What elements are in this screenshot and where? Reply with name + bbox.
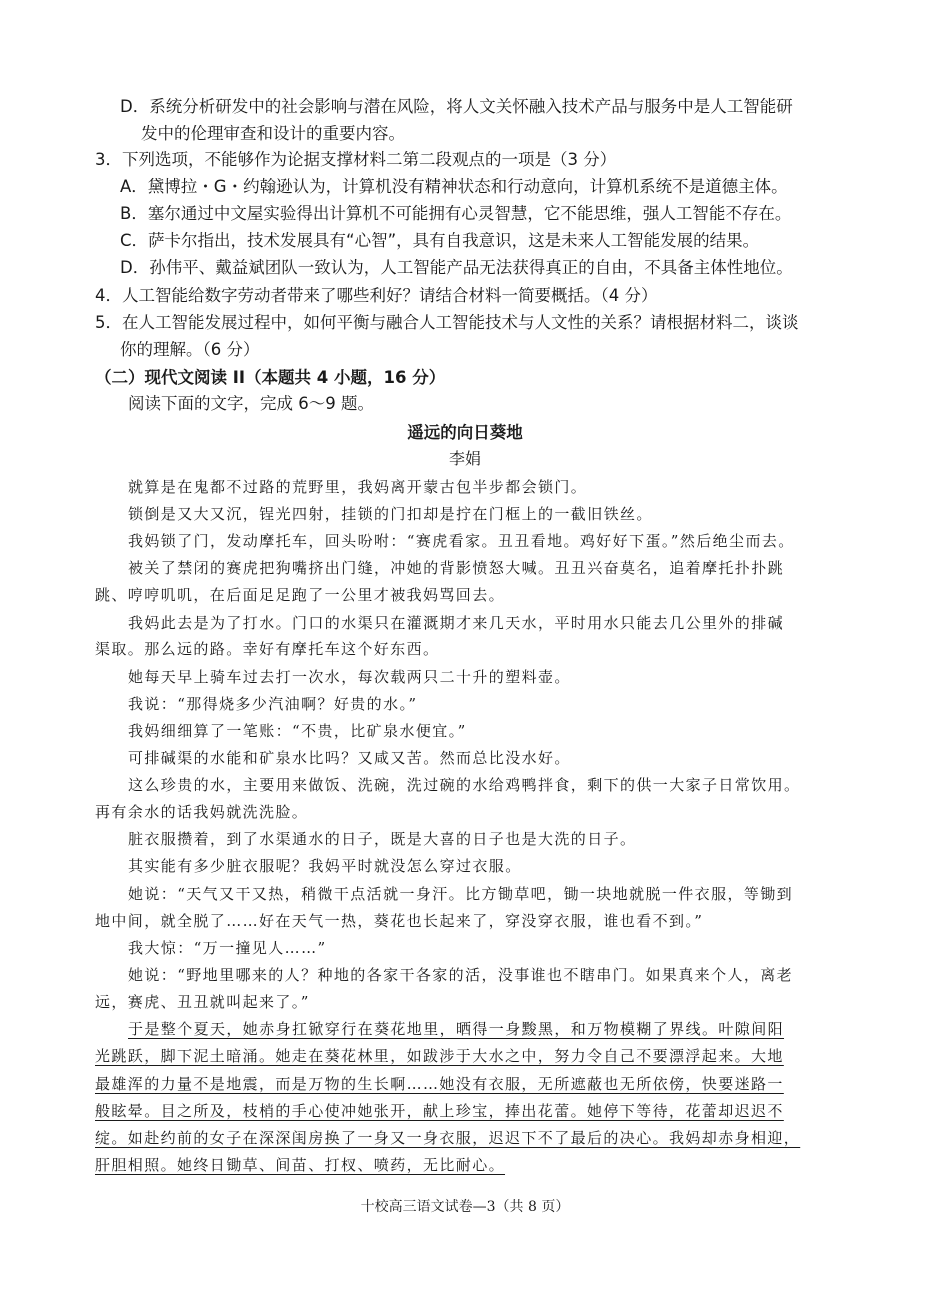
article-line: 渠取。那么远的路。幸好有摩托车这个好东西。 [95, 640, 440, 658]
article-line: 她说：“野地里哪来的人？种地的各家干各家的活，没事谁也不瞎串门。如果真来个人，离老 [128, 966, 794, 984]
q3-stem: 3．下列选项，不能够作为论据支撑材料二第二段观点的一项是（3 分） [95, 150, 617, 169]
article-line: 锁倒是又大又沉，锃光四射，挂锁的门扣却是拧在门框上的一截旧铁丝。 [128, 505, 653, 523]
article-line: 再有余水的话我妈就洗洗脸。 [95, 803, 309, 821]
underlined-passage-line: 光跳跃，脚下泥土暗涌。她走在葵花林里，如跋涉于大水之中，努力令自己不要漂浮起来。大地 [95, 1047, 784, 1065]
article-line: 她说：“天气又干又热，稍微干点活就一身汗。比方锄草吧，锄一块地就脱一件衣服，等锄到 [128, 885, 794, 903]
q2-option-d-line1: D．系统分析研发中的社会影响与潜在风险，将人文关怀融入技术产品与服务中是人工智能研 [120, 97, 793, 116]
article-line: 可排碱渠的水能和矿泉水比吗？又咸又苦。然而总比没水好。 [128, 749, 571, 767]
section-instruction: 阅读下面的文字，完成 6～9 题。 [128, 394, 374, 413]
q2-option-d-line2: 发中的伦理审查和设计的重要内容。 [141, 124, 405, 143]
article-line: 我妈锁了门，发动摩托车，回头吩咐：“赛虎看家。丑丑看地。鸡好好下蛋。”然后绝尘而去。 [128, 532, 795, 550]
q3-option-a: A．黛博拉・G・约翰逊认为，计算机没有精神状态和行动意向，计算机系统不是道德主体。 [120, 177, 788, 196]
q3-option-d: D．孙伟平、戴益斌团队一致认为，人工智能产品无法获得真正的自由，不具备主体性地位。 [120, 258, 793, 277]
article-line: 其实能有多少脏衣服呢？我妈平时就没怎么穿过衣服。 [128, 857, 522, 875]
article-title: 遥远的向日葵地 [407, 423, 523, 442]
section-heading: （二）现代文阅读 II（本题共 4 小题，16 分） [95, 368, 446, 387]
article-author: 李娟 [448, 449, 481, 468]
underlined-passage-line: 般眩晕。目之所及，枝梢的手心使冲她张开，献上珍宝，捧出花蕾。她停下等待，花蕾却迟迟不 [95, 1102, 784, 1120]
article-line: 我妈细细算了一笔账：“不贵，比矿泉水便宜。” [128, 722, 467, 740]
q3-option-c: C．萨卡尔指出，技术发展具有“心智”，具有自我意识，这是未来人工智能发展的结果。 [120, 231, 760, 250]
article-line: 跳、哼哼叽叽，在后面足足跑了一公里才被我妈骂回去。 [95, 586, 506, 604]
article-line: 我大惊：“万一撞见人……” [128, 939, 327, 957]
article-line: 我说：“那得烧多少汽油啊？好贵的水。” [128, 695, 418, 713]
article-line: 这么珍贵的水，主要用来做饭、洗碗，洗过碗的水给鸡鸭拌食，剩下的供一大家子日常饮用。 [128, 776, 801, 794]
article-line: 她每天早上骑车过去打一次水，每次载两只二十升的塑料壶。 [128, 668, 571, 686]
underlined-passage-line: 肝胆相照。她终日锄草、间苗、打杈、喷药，无比耐心。 [95, 1156, 506, 1174]
q4-stem: 4．人工智能给数字劳动者带来了哪些利好？请结合材料一简要概括。（4 分） [95, 286, 658, 305]
article-line: 被关了禁闭的赛虎把狗嘴挤出门缝，冲她的背影愤怒大喊。丑丑兴奋莫名，追着摩托扑扑跳 [128, 559, 785, 577]
article-line: 脏衣服攒着，到了水渠通水的日子，既是大喜的日子也是大洗的日子。 [128, 830, 637, 848]
underlined-passage-line: 于是整个夏天，她赤身扛锨穿行在葵花地里，晒得一身黢黑，和万物模糊了界线。叶隙间阳 [128, 1020, 785, 1038]
article-line: 我妈此去是为了打水。门口的水渠只在灌溉期才来几天水，平时用水只能去几公里外的排碱 [128, 614, 785, 632]
page-footer: 十校高三语文试卷—3（共 8 页） [360, 1199, 570, 1215]
article-line: 地中间，就全脱了……好在天气一热，葵花也长起来了，穿没穿衣服，谁也看不到。” [95, 912, 704, 930]
article-line: 就算是在鬼都不过路的荒野里，我妈离开蒙古包半步都会锁门。 [128, 478, 588, 496]
q5-line2: 你的理解。（6 分） [120, 340, 260, 359]
q5-line1: 5．在人工智能发展过程中，如何平衡与融合人工智能技术与人文性的关系？请根据材料二，谈谈 [95, 313, 799, 332]
underlined-passage-line: 最雄浑的力量不是地震，而是万物的生长啊……她没有衣服，无所遮蔽也无所依傍，快要迷路一 [95, 1075, 784, 1093]
article-line: 远，赛虎、丑丑就叫起来了。” [95, 993, 310, 1011]
underlined-passage-line: 绽。如赴约前的女子在深深闺房换了一身又一身衣服，迟迟下不了最后的决心。我妈却赤身相迎， [95, 1129, 801, 1147]
q3-option-b: B．塞尔通过中文屋实验得出计算机不可能拥有心灵智慧，它不能思维，强人工智能不存在。 [120, 204, 792, 223]
